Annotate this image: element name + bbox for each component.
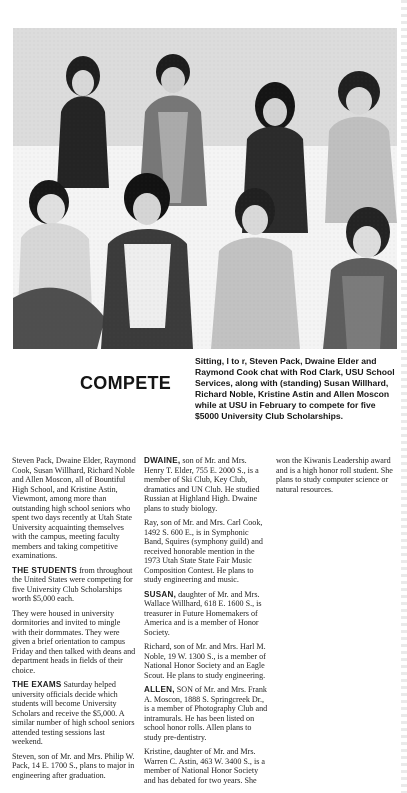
article-paragraph-10 <box>144 685 268 742</box>
page-edge-scan <box>401 0 407 793</box>
article-text-susan: daughter of Mr. and Mrs. Wallace Willhard, 618 E. 1600 S., is treasurer in Future Homemakers of America and is a member of Honor Society. <box>144 589 262 637</box>
article-lead-students: THE STUDENTS <box>12 565 78 575</box>
article-paragraph-5: Steven, son of Mr. and Mrs. Philip W. Pack, 14 E. 1700 S., plans to major in engineering after graduation. <box>12 751 135 780</box>
article-text-allen: SON of Mr. and Mrs. Frank A. Moscon, 1888 S. Springcreek Dr., is a member of Photography Club and intramurals. He has been listed on school honor rolls. Allen plans to study pre-dentistry. <box>144 685 268 742</box>
article-lead-allen: ALLEN, <box>144 685 175 694</box>
headline: COMPETE <box>80 373 172 393</box>
group-photo-illustration <box>13 28 397 349</box>
article-paragraph-4 <box>12 680 136 747</box>
article-paragraph-11: Kristine, daughter of Mr. and Mrs. Warren C. Astin, 463 W. 3400 S., is a member of National Honor Society and has debated for two years. She won the Kiwanis Leadership award and is a high honor roll student. She plans to study computer science or natural resources. <box>144 456 393 785</box>
article-lead-susan: SUSAN, <box>144 589 177 599</box>
article-text-students: from throughout the United States were competing for five University Club Scholarships worth $5,000 each. <box>12 565 133 603</box>
photo-texture <box>13 28 397 349</box>
group-photo <box>13 28 397 349</box>
article-lead-exams: THE EXAMS <box>12 680 62 689</box>
article-paragraph-1: Steven Pack, Dwaine Elder, Raymond Cook, Susan Willhard, Richard Noble and Allen Moscon, all of Bountiful High School, and Kristine Astin, Viewmont, among more than outstanding high school seniors who spent two days recently at Utah State University acquainting themselves with the campus, meeting faculty members and taking competitive examinations. <box>12 456 136 560</box>
article-paragraph-3: They were housed in university dormitories and invited to mingle with their dormmates. They were given a brief orientation to campus Friday and then talked with deans and department heads in fields of their choice. <box>12 608 136 675</box>
article-paragraph-2 <box>12 566 136 604</box>
article-lead-dwaine: DWAINE, <box>144 456 181 465</box>
article-paragraph-7: Ray, son of Mr. and Mrs. Carl Cook, 1492 S. 600 E., is in Symphonic Band, Squires (symphony guild) and received honorable mention in the 1973 Utah State State Fair Music Composition Contest. He plans to study engineering and music. <box>144 518 263 584</box>
article-paragraph-6 <box>144 456 268 513</box>
article-paragraph-9: Richard, son of Mr. and Mrs. Harl M. Noble, 19 W. 1300 S., is a member of National Honor Society and an Eagle Scout. He plans to study engineering. <box>144 642 266 680</box>
article-body <box>12 456 400 790</box>
photo-caption: Sitting, l to r, Steven Pack, Dwaine Elder and Raymond Cook chat with Rod Clark, USU School Services, along with (standing) Susan Willhard, Richard Noble, Kristine Astin and Allen Moscon while at USU in February to compete for five $5000 University Club Scholarships. <box>195 356 395 421</box>
article-paragraph-8 <box>144 590 268 638</box>
article-text-exams: Saturday helped university officials decide which students will become University Scholars and receive the $5,000. A similar number of high school seniors attended testing sessions last weekend. <box>12 680 135 746</box>
article-text-dwaine: son of Mr. and Mrs. Henry T. Elder, 755 E. 2000 S., is a member of Ski Club, Key Club, dramatics and UN Club. He studied Russian at Highland High. Dwaine plans to study biology. <box>144 456 260 513</box>
